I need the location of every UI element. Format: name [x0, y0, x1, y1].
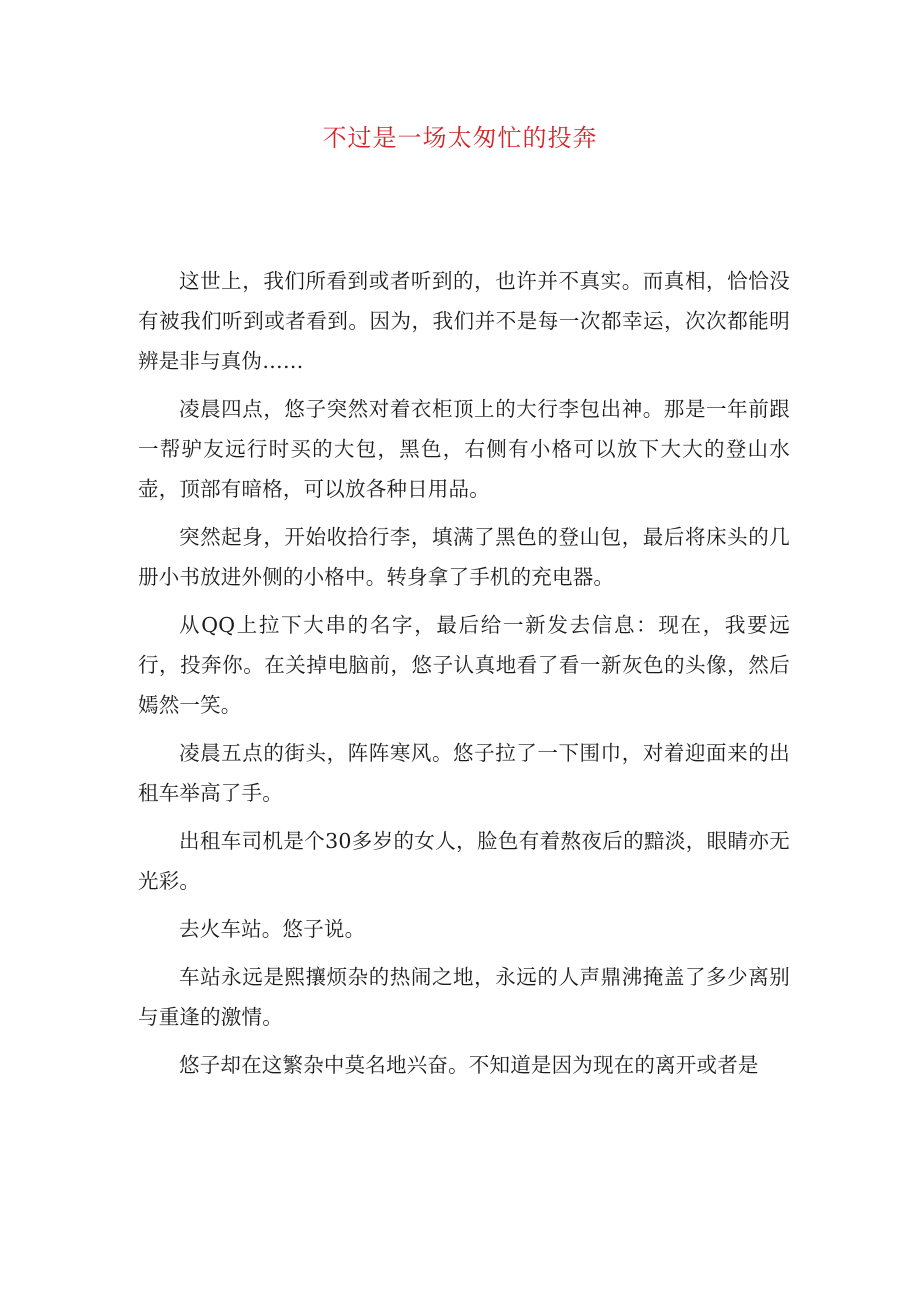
paragraph-2: 凌晨四点，悠子突然对着衣柜顶上的大行李包出神。那是一年前跟一帮驴友远行时买的大包，黑色，右侧有小格可以放下大大的登山水壶，顶部有暗格，可以放各种日用品。: [138, 397, 790, 501]
page-title: 不过是一场太匆忙的投奔: [322, 124, 598, 152]
paragraph-7: 去火车站。悠子说。: [179, 917, 366, 941]
paragraph-8: 车站永远是熙攘烦杂的热闹之地，永远的人声鼎沸掩盖了多少离别与重逢的激情。: [138, 965, 790, 1029]
paragraph-1: 这世上，我们所看到或者听到的，也许并不真实。而真相，恰恰没有被我们听到或者看到。因为，我们并不是每一次都幸运，次次都能明辨是非与真伪……: [138, 269, 790, 373]
paragraph-4: 从QQ上拉下大串的名字，最后给一新发去信息：现在，我要远行，投奔你。在关掉电脑前，悠子认真地看了看一新灰色的头像，然后嫣然一笑。: [138, 613, 790, 717]
paragraph-6: 出租车司机是个30多岁的女人，脸色有着熬夜后的黯淡，眼睛亦无光彩。: [138, 829, 790, 893]
article-body: [138, 261, 790, 1093]
paragraph-5: 凌晨五点的街头，阵阵寒风。悠子拉了一下围巾，对着迎面来的出租车举高了手。: [138, 741, 790, 805]
paragraph-3: 突然起身，开始收拾行李，填满了黑色的登山包，最后将床头的几册小书放进外侧的小格中。转身拿了手机的充电器。: [138, 525, 790, 589]
paragraph-9: 悠子却在这繁杂中莫名地兴奋。不知道是因为现在的离开或者是: [179, 1053, 759, 1077]
